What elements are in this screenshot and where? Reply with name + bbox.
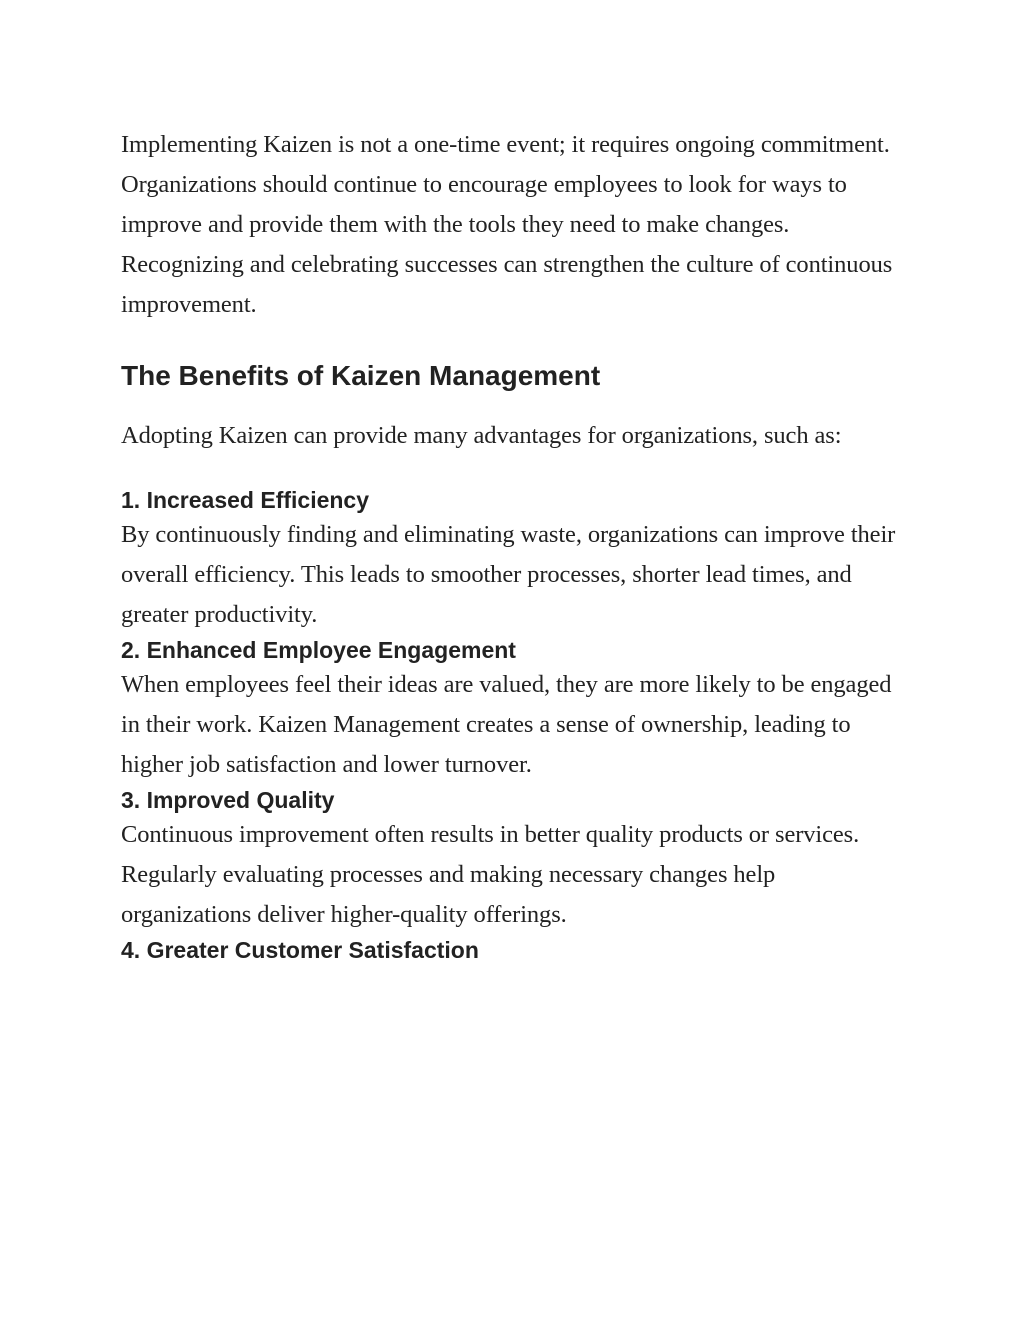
benefit-heading-engagement: 2. Enhanced Employee Engagement <box>121 637 516 663</box>
benefit-text-efficiency: By continuously finding and eliminating waste, organizations can improve their overall efficiency. This leads to smoother processes, shorter lead times, and greater productivity. <box>121 521 896 628</box>
benefit-heading-efficiency: 1. Increased Efficiency <box>121 487 370 513</box>
benefit-heading-customer-satisfaction: 4. Greater Customer Satisfaction <box>121 937 479 963</box>
document-page <box>121 125 906 965</box>
benefit-text-quality: Continuous improvement often results in better quality products or services. Regularly evaluating processes and making necessary changes help organizations deliver higher-quality offerings. <box>121 821 860 928</box>
section-heading: The Benefits of Kaizen Management <box>121 360 601 391</box>
benefits-intro-paragraph: Adopting Kaizen can provide many advantages for organizations, such as: <box>121 422 842 449</box>
benefit-heading-quality: 3. Improved Quality <box>121 787 335 813</box>
benefit-text-engagement: When employees feel their ideas are valued, they are more likely to be engaged in their work. Kaizen Management creates a sense of ownership, leading to higher job satisfaction and lower turnover. <box>121 671 892 778</box>
intro-paragraph: Implementing Kaizen is not a one-time event; it requires ongoing commitment. Organizations should continue to encourage employees to look for ways to improve and provide them with the tools they need to make changes. Recognizing and celebrating successes can strengthen the culture of continuous improvement. <box>121 131 893 318</box>
